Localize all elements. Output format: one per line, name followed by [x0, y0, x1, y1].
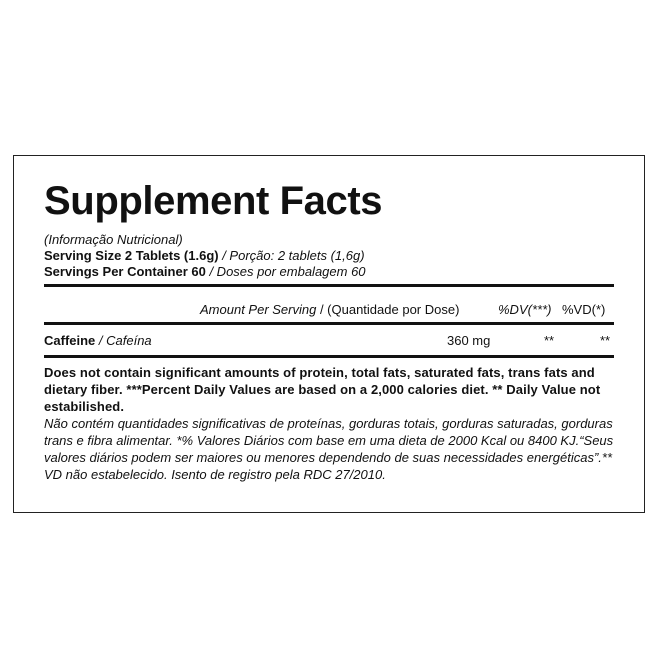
amount-header-pt: / (Quantidade por Dose) [316, 302, 460, 317]
nutrient-name-pt: / Cafeína [95, 333, 152, 348]
serving-size-pt: / Porção: 2 tablets (1,6g) [218, 248, 365, 263]
servings-label: Servings Per Container 60 [44, 264, 206, 279]
nutrient-amount: 360 mg [447, 333, 491, 348]
dv-header: %DV(***) [498, 302, 552, 317]
footnote-english: Does not contain significant amounts of protein, total fats, saturated fats, trans fats and dietary fiber. ***Percent Daily Values are based on a 2,000 calories diet. ** Daily Value not estabilished. [44, 365, 601, 414]
panel-subtitle: (Informação Nutricional) [44, 232, 183, 247]
nutrient-name [44, 333, 152, 349]
footnote-portuguese: Não contém quantidades significativas de proteínas, gorduras totais, gorduras saturadas, gorduras trans e fibra alimentar. *% Valores Diários com base em uma dieta de 2000 Kcal ou 8400 KJ.“Seus valores diários podem ser maiores ou menores dependendo de suas necessidades energéticas”.** VD não estabelecido. Isento de registro pela RDC 27/2010. [44, 416, 614, 482]
servings-per-container [44, 264, 366, 280]
serving-size [44, 248, 365, 264]
header-divider [44, 322, 614, 325]
nutrient-dv: ** [544, 333, 555, 348]
amount-header [200, 302, 459, 318]
panel-title: Supplement Facts [44, 179, 383, 223]
nutrient-name-label: Caffeine [44, 333, 96, 348]
amount-header-label: Amount Per Serving [200, 302, 317, 317]
servings-pt: / Doses por embalagem 60 [205, 264, 366, 279]
vd-header: %VD(*) [562, 302, 606, 317]
nutrient-vd: ** [600, 333, 611, 348]
serving-size-label: Serving Size 2 Tablets (1.6g) [44, 248, 219, 263]
supplement-facts-panel [13, 155, 645, 513]
footer-divider [44, 355, 614, 358]
thick-divider [44, 284, 614, 287]
